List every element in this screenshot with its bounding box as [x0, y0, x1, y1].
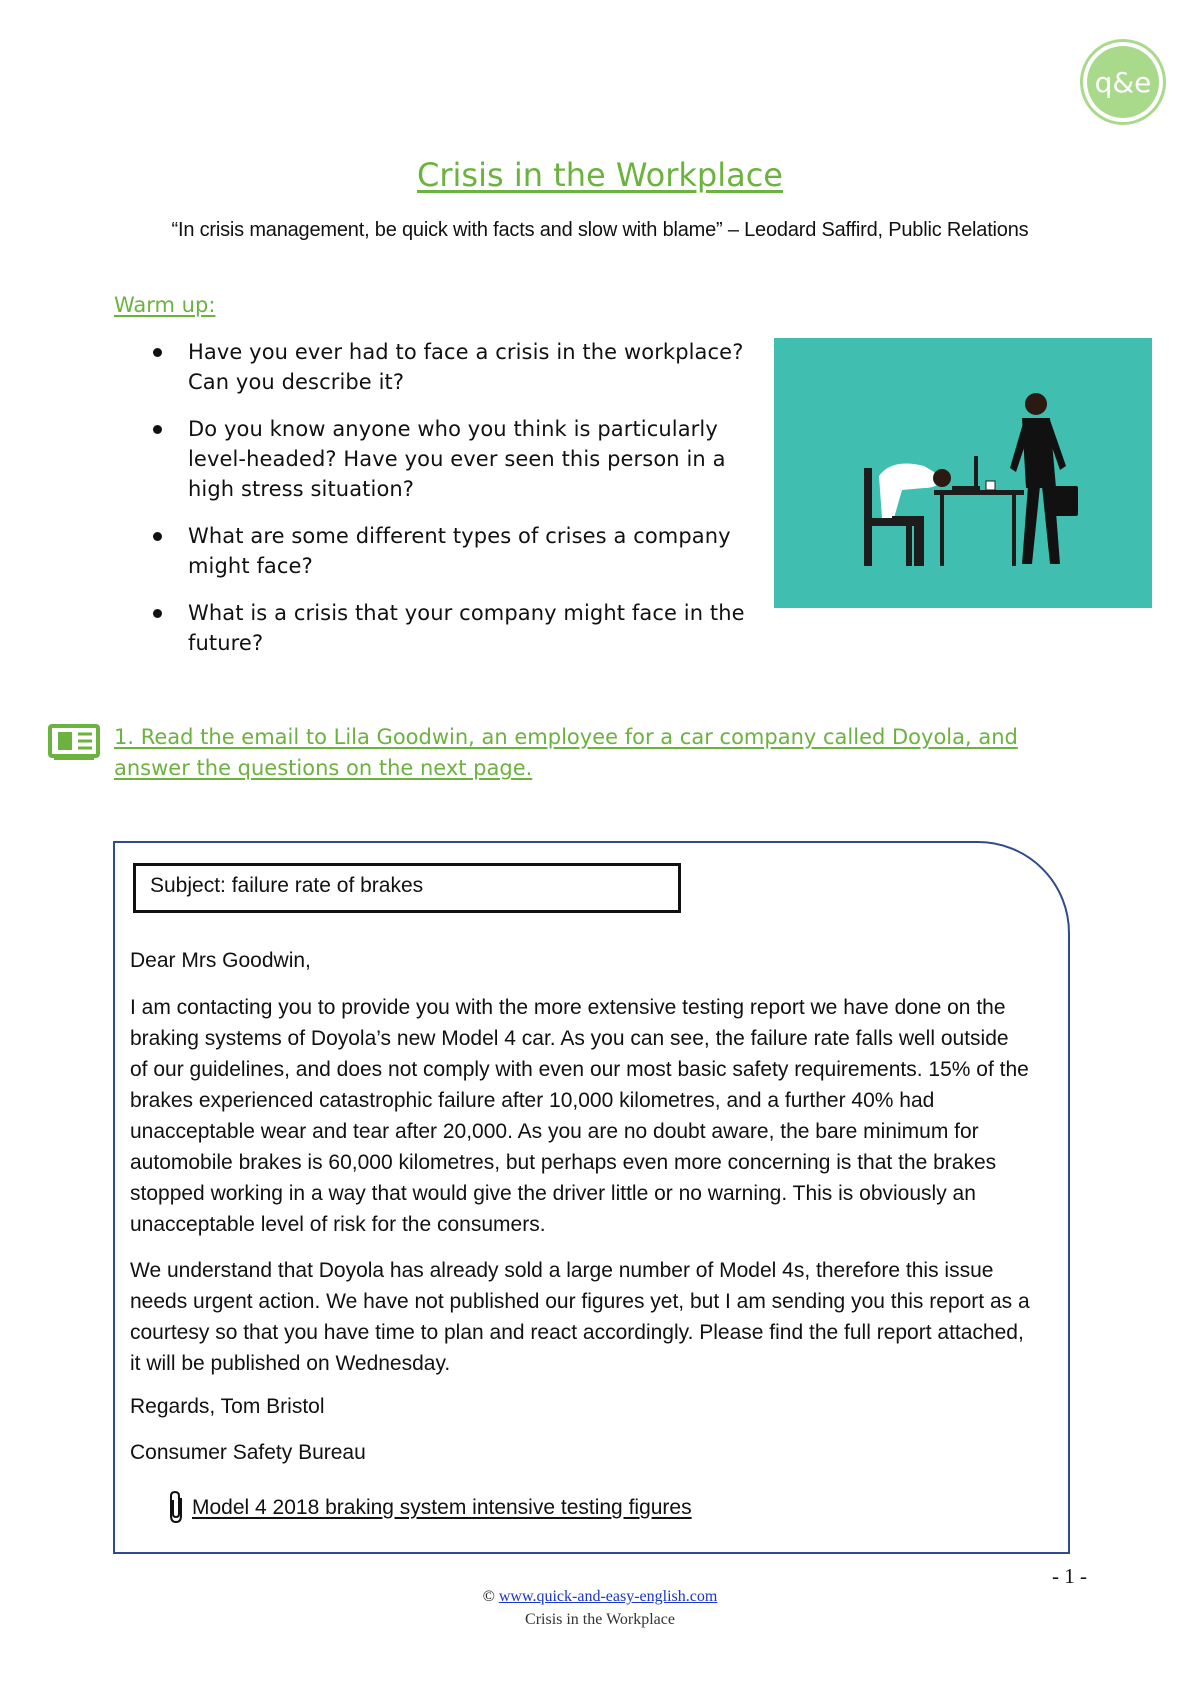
list-item: What are some different types of crises a company might face? [144, 521, 764, 581]
brand-logo [1087, 46, 1159, 118]
footer-doc-title: Crisis in the Workplace [525, 1611, 675, 1628]
email-subject: Subject: failure rate of brakes [150, 874, 424, 897]
warm-up-questions [144, 337, 764, 675]
paperclip-icon [167, 1490, 187, 1526]
email-attachment-link[interactable]: Model 4 2018 braking system intensive testing figures [192, 1496, 692, 1519]
email-paragraph-1: I am contacting you to provide you with the more extensive testing report we have done on the braking systems of Doyola’s new Model 4 car. As you can see, the failure rate falls well outside of our guidelines, and does not comply with even our most basic safety requirements. 15% of the brakes experienced catastrophic failure after 10,000 kilometres, and a further 40% had unacceptable wear and tear after 20,000. As you are no doubt aware, the bare minimum for automobile brakes is 60,000 kilometres, but perhaps even more concerning is that the brakes stopped working in a way that would give the driver little or no warning. This is obviously an unacceptable level of risk for the consumers. [130, 996, 1029, 1236]
bullet-icon [153, 609, 162, 618]
email-greeting: Dear Mrs Goodwin, [130, 949, 311, 972]
bullet-icon [153, 425, 162, 434]
bullet-icon [153, 532, 162, 541]
list-item: What is a crisis that your company might face in the future? [144, 598, 764, 658]
office-stress-illustration [774, 338, 1152, 608]
footer-copyright [0, 1588, 1200, 1606]
website-link[interactable]: www.quick-and-easy-english.com [498, 1588, 718, 1605]
brand-logo-text: q&e [1094, 65, 1152, 99]
email-signoff: Regards, Tom Bristol [130, 1395, 325, 1418]
email-organisation: Consumer Safety Bureau [130, 1441, 366, 1464]
list-item: Do you know anyone who you think is particularly level-headed? Have you ever seen this person in a high stress situation? [144, 414, 764, 504]
list-item: Have you ever had to face a crisis in the workplace? Can you describe it? [144, 337, 764, 397]
task-instruction: 1. Read the email to Lila Goodwin, an employee for a car company called Doyola, and answer the questions on the next page. [114, 725, 1018, 780]
page-number: - 1 - [1052, 1564, 1087, 1588]
bullet-icon [153, 348, 162, 357]
warm-up-heading: Warm up: [114, 293, 216, 317]
copyright-symbol: © [482, 1588, 495, 1605]
page-title: Crisis in the Workplace [417, 156, 783, 194]
email-paragraph-2: We understand that Doyola has already sold a large number of Model 4s, therefore this issue needs urgent action. We have not published our figures yet, but I am sending you this report as a courtesy so that you have time to plan and react accordingly. Please find the full report attached, it will be published on Wednesday. [130, 1259, 1030, 1375]
quote: “In crisis management, be quick with facts and slow with blame” – Leodard Saffird, Public Relations [171, 219, 1029, 241]
reading-book-icon [48, 722, 100, 762]
